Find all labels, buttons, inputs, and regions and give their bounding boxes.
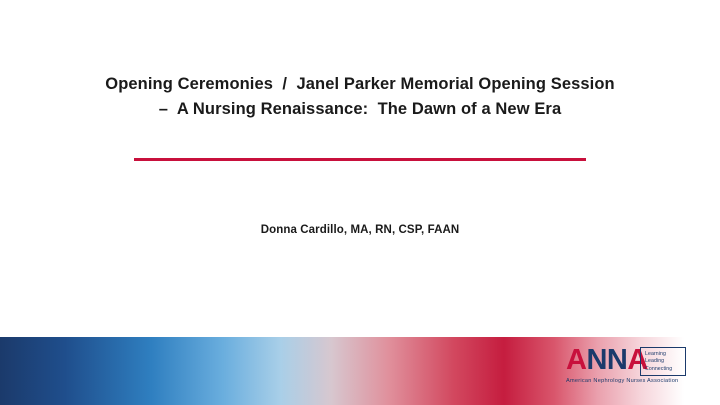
red-rule [134,158,586,161]
presenter-name: Donna Cardillo, MA, RN, CSP, FAAN [260,224,460,236]
anna-badge-line-3: Connecting [645,365,673,372]
anna-logo [566,345,706,395]
slide-title-line-1: Opening Ceremonies / Janel Parker Memorial Opening Session [105,75,615,93]
title-divider [0,158,720,176]
anna-wordmark-nn: NN [586,344,628,376]
anna-badge-line-1: Learning [645,351,666,357]
presenter-block [0,220,720,238]
anna-wordmark [566,345,648,375]
anna-badge-line-2: Leading [645,358,665,365]
anna-wordmark-a1: A [566,344,587,376]
slide-title-line-2: – A Nursing Renaissance: The Dawn of a New Era [158,100,562,118]
anna-tagline: American Nephrology Nurses Association [566,378,679,384]
slide-title [0,72,720,122]
anna-wordmark-a2: A [627,344,648,376]
anna-badge [640,347,686,376]
